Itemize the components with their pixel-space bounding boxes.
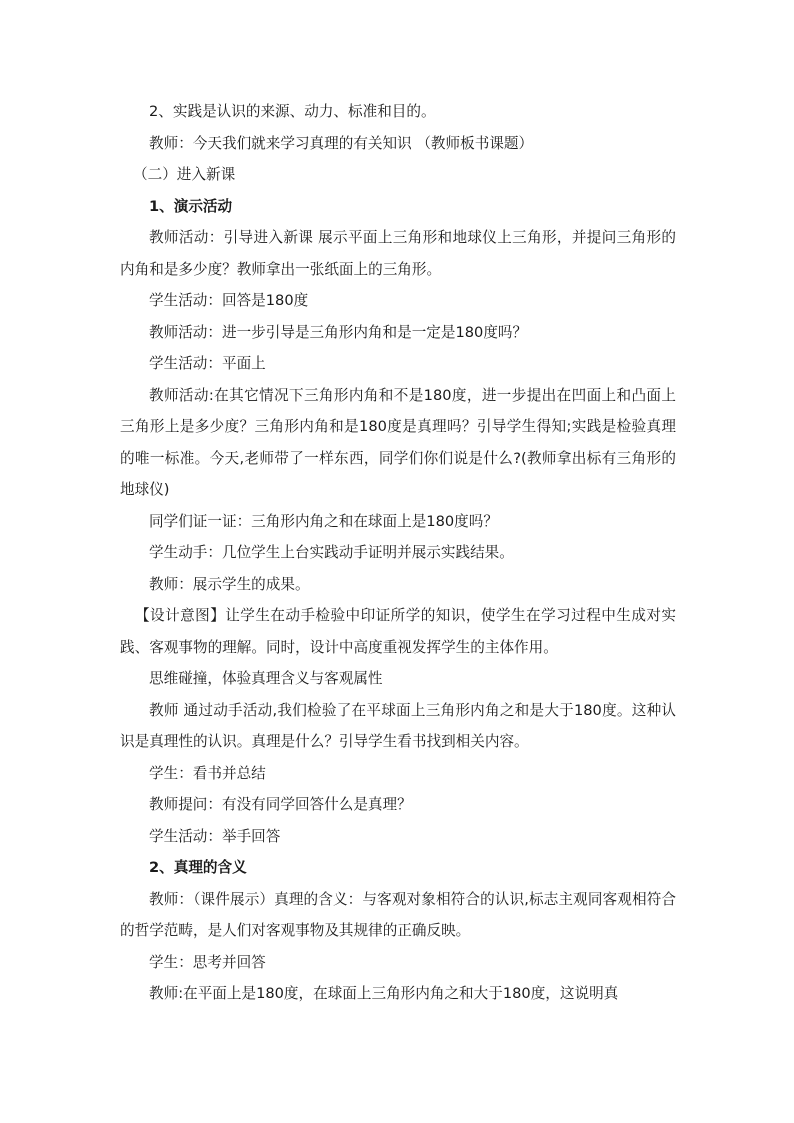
paragraph-teacher-activity-2: 教师活动：进一步引导是三角形内角和是一定是180度吗？ [149, 323, 528, 341]
heading-demo-activity: 1、演示活动 [149, 197, 233, 215]
paragraph-student-hands-on: 学生动手：几位学生上台实践动手证明并展示实践结果。 [149, 544, 514, 561]
paragraph-thinking-collision: 思维碰撞，体验真理含义与客观属性 [149, 670, 383, 687]
heading-truth-meaning: 2、真理的含义 [149, 859, 247, 876]
paragraph-student-activity-1: 学生活动：回答是180度 [149, 292, 309, 309]
paragraph-teacher-conclusion: 教师:在平面上是180度，在球面上三角形内角之和大于180度，这说明真 [149, 985, 619, 1002]
section-heading-new-lesson: （二）进入新课 [133, 166, 236, 183]
paragraph-teacher-verify: 教师 通过动手活动,我们检验了在平球面上三角形内角之和是大于180度。这种认识是真理性的认识。真理是什么？引导学生看书找到相关内容。 [120, 701, 676, 750]
paragraph-student-think: 学生：思考并回答 [149, 953, 266, 971]
paragraph-design-intent: 【设计意图】让学生在动手检验中印证所学的知识，使学生在学习过程中生成对实践、客观事物的理解。同时，设计中高度重视发挥学生的主体作用。 [120, 607, 676, 656]
paragraph-student-read: 学生：看书并总结 [149, 764, 266, 782]
paragraph-student-activity-2: 学生活动：平面上 [149, 355, 266, 372]
paragraph-truth-definition: 教师：（课件展示）真理的含义：与客观对象相符合的认识,标志主观同客观相符合的哲学范畴，是人们对客观事物及其规律的正确反映。 [120, 890, 676, 939]
paragraph-teacher-question: 教师提问：有没有同学回答什么是真理？ [149, 796, 412, 813]
paragraph-teacher-intro: 教师：今天我们就来学习真理的有关知识 （教师板书课题） [149, 134, 534, 152]
paragraph-teacher-activity-1: 教师活动：引导进入新课 展示平面上三角形和地球仪上三角形，并提问三角形的内角和是多少度？教师拿出一张纸面上的三角形。 [120, 229, 676, 278]
paragraph-practice-source: 2、实践是认识的来源、动力、标准和目的。 [149, 103, 436, 120]
paragraph-prove-prompt: 同学们证一证：三角形内角之和在球面上是180度吗？ [149, 512, 498, 530]
paragraph-student-raise-hand: 学生活动：举手回答 [149, 827, 281, 845]
paragraph-teacher-show: 教师：展示学生的成果。 [149, 575, 310, 593]
paragraph-teacher-activity-3: 教师活动:在其它情况下三角形内角和不是180度，进一步提出在凹面上和凸面上三角形上是多少度？三角形内角和是180度是真理吗？引导学生得知;实践是检验真理的唯一标准。今天,老师带了一样东西，同学们你们说是什么?(教师拿出标有三角形的地球仪) [120, 386, 676, 498]
document-body [120, 96, 676, 1010]
